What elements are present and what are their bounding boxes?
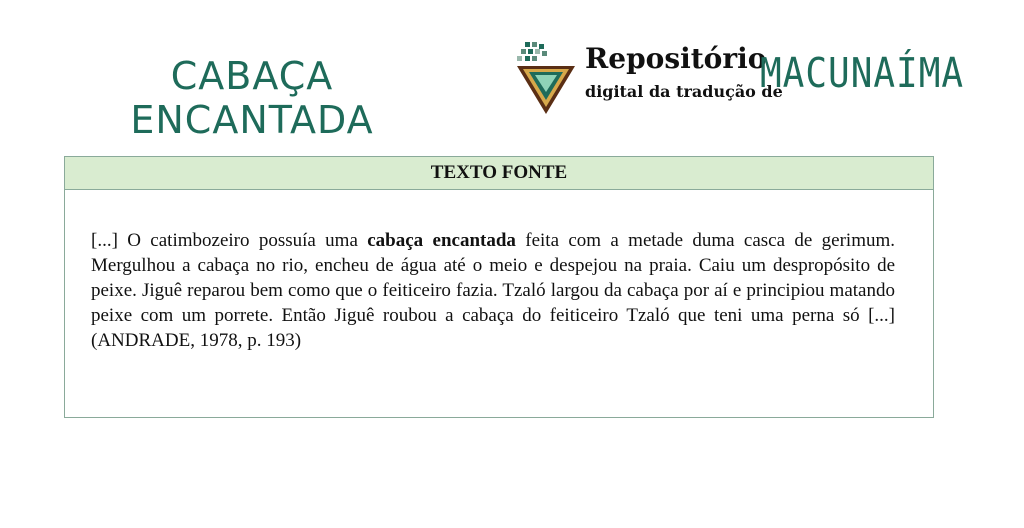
- repository-highlight: MACUNAÍMA: [760, 50, 965, 98]
- repository-name: Repositório: [585, 42, 767, 75]
- source-text-header: TEXTO FONTE: [65, 157, 933, 190]
- source-text-after: feita com a metade duma casca de gerimum. Mergulhou a cabaça no rio, encheu de água até o meio e despejou na praia. Caiu um despropósito de peixe. Jiguê reparou bem como que o feiticeiro fazia. Tzaló largou da cabaça por aí e principiou matando peixe com um porrete. Então Jiguê roubou a cabaça do feiticeiro Tzaló que teni uma perna só [...] (ANDRADE, 1978, p. 193): [91, 230, 896, 351]
- repository-subtitle: digital da tradução de: [585, 82, 783, 101]
- source-text-before: [...] O catimbozeiro possuía uma: [91, 230, 368, 251]
- source-text-body: [65, 190, 933, 353]
- page-title-line2: ENCANTADA: [130, 98, 374, 142]
- repository-logo: [515, 40, 965, 120]
- source-text-box: [64, 156, 934, 418]
- page-title: [112, 54, 392, 142]
- source-text-bold: cabaça encantada: [367, 230, 516, 251]
- repository-logo-icon: [515, 40, 577, 116]
- page-title-line1: CABAÇA: [170, 54, 334, 98]
